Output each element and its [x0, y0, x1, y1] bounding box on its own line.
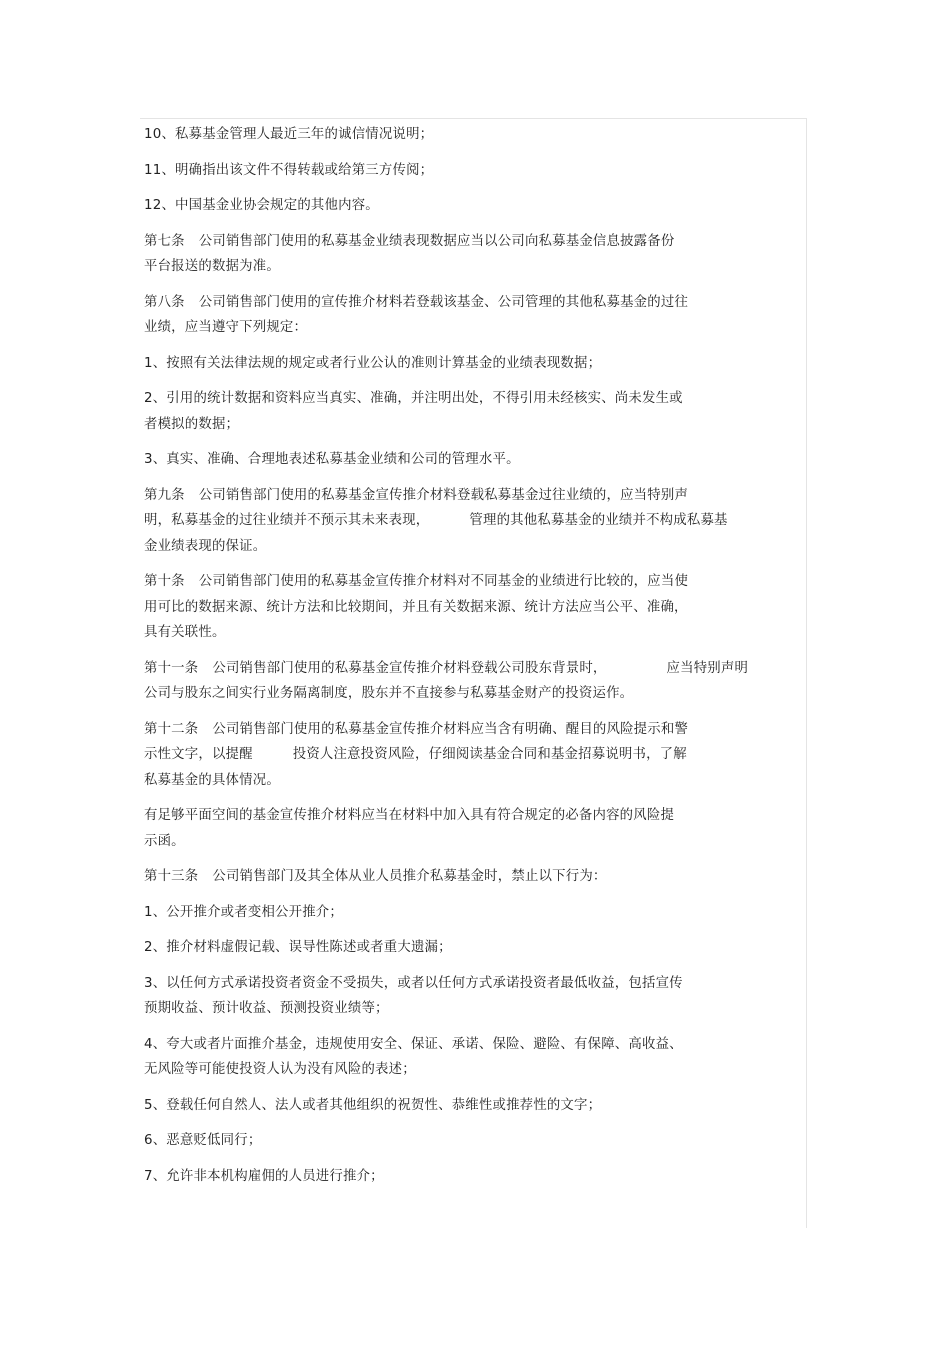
text-run: 公司与股东之间实行业务隔离制度，股东并不直接参与私募基金财产的投资运作。 — [144, 686, 634, 701]
text-line — [144, 483, 804, 509]
article-number: 第七条 — [144, 233, 185, 249]
text-line — [144, 290, 804, 316]
text-line — [144, 996, 804, 1022]
text-run: 投资人注意投资风险，仔细阅读基金合同和基金招募说明书，了解 — [292, 747, 687, 762]
text-line — [144, 620, 804, 646]
text-line — [144, 829, 804, 855]
text-line — [144, 1128, 804, 1154]
text-line — [144, 768, 804, 794]
page-frame-right-border — [806, 118, 807, 1228]
text-line — [144, 122, 804, 148]
article-8 — [144, 290, 804, 341]
list-item — [144, 193, 804, 219]
text-line — [144, 351, 804, 377]
article-number: 第十三条 — [144, 869, 199, 884]
article-number: 第九条 — [144, 487, 185, 503]
text-run: 公司销售部门使用的宣传推介材料若登载该基金、公司管理的其他私募基金的过往 — [198, 294, 689, 310]
text-run: 预期收益、预计收益、预测投资业绩等； — [144, 1001, 389, 1016]
text-run: 3、以任何方式承诺投资者资金不受损失，或者以任何方式承诺投资者最低收益，包括宣传 — [144, 975, 683, 991]
text-run: 2、推介材料虚假记载、误导性陈述或者重大遗漏； — [144, 940, 452, 955]
list-item — [144, 971, 804, 1022]
text-line — [144, 803, 804, 829]
text-run: 12、中国基金业协会规定的其他内容。 — [144, 198, 379, 213]
list-item — [144, 386, 804, 437]
page-frame-top-border — [140, 118, 807, 119]
text-run: 示性文字，以提醒 — [144, 747, 253, 762]
text-run: 7、允许非本机构雇佣的人员进行推介； — [144, 1168, 384, 1184]
list-item — [144, 122, 804, 148]
text-line — [144, 254, 804, 280]
text-line — [144, 229, 804, 255]
text-run: 管理的其他私募基金的业绩并不构成私募基 — [469, 513, 728, 528]
text-run: 10、私募基金管理人最近三年的诚信情况说明； — [144, 127, 434, 142]
text-line — [144, 900, 804, 926]
list-item — [144, 158, 804, 184]
text-line — [144, 1164, 804, 1190]
text-run: 11、明确指出该文件不得转载或给第三方传阅； — [144, 162, 434, 178]
text-run: 公司销售部门使用的私募基金宣传推介材料登载公司股东背景时， — [212, 660, 607, 676]
text-line — [144, 864, 804, 890]
text-run: 平台报送的数据为准。 — [144, 259, 280, 274]
text-run: 具有关联性。 — [144, 625, 226, 640]
text-run: 公司销售部门使用的私募基金宣传推介材料登载私募基金过往业绩的，应当特别声 — [198, 487, 689, 503]
text-run: 金业绩表现的保证。 — [144, 538, 267, 554]
text-line — [144, 656, 804, 682]
text-line — [144, 742, 804, 768]
text-line — [144, 681, 804, 707]
article-number: 第十条 — [144, 574, 185, 589]
list-item — [144, 900, 804, 926]
text-line — [144, 1057, 804, 1083]
text-line — [144, 412, 804, 438]
text-run: 3、真实、准确、合理地表述私募基金业绩和公司的管理水平。 — [144, 452, 520, 467]
text-line — [144, 447, 804, 473]
list-item — [144, 1164, 804, 1190]
text-run: 明，私募基金的过往业绩并不预示其未来表现， — [144, 513, 430, 528]
text-run: 公司销售部门使用的私募基金宣传推介材料对不同基金的业绩进行比较的，应当使 — [198, 574, 689, 589]
text-run: 私募基金的具体情况。 — [144, 772, 280, 788]
text-run: 公司销售部门使用的私募基金宣传推介材料应当含有明确、醒目的风险提示和警 — [212, 721, 689, 737]
text-line — [144, 193, 804, 219]
document-body — [144, 122, 804, 1199]
text-run: 示函。 — [144, 833, 185, 849]
text-line — [144, 158, 804, 184]
text-run: 无风险等可能使投资人认为没有风险的表述； — [144, 1062, 416, 1077]
text-run: 5、登载任何自然人、法人或者其他组织的祝贺性、恭维性或推荐性的文字； — [144, 1097, 602, 1113]
text-line — [144, 569, 804, 595]
text-line — [144, 534, 804, 560]
text-run: 6、恶意贬低同行； — [144, 1133, 262, 1148]
text-run: 1、按照有关法律法规的规定或者行业公认的准则计算基金的业绩表现数据； — [144, 355, 602, 371]
list-item — [144, 351, 804, 377]
text-line — [144, 315, 804, 341]
text-line — [144, 595, 804, 621]
text-line — [144, 1093, 804, 1119]
list-item — [144, 1032, 804, 1083]
text-line — [144, 386, 804, 412]
text-run: 公司销售部门及其全体从业人员推介私募基金时，禁止以下行为： — [212, 869, 607, 884]
text-line — [144, 1032, 804, 1058]
text-line — [144, 717, 804, 743]
list-item — [144, 1128, 804, 1154]
list-item — [144, 447, 804, 473]
article-9 — [144, 483, 804, 560]
text-line — [144, 508, 804, 534]
text-line — [144, 971, 804, 997]
text-run: 1、公开推介或者变相公开推介； — [144, 904, 343, 920]
text-run: 业绩，应当遵守下列规定： — [144, 320, 308, 335]
text-run: 公司销售部门使用的私募基金业绩表现数据应当以公司向私募基金信息披露备份 — [198, 233, 675, 249]
paragraph — [144, 803, 804, 854]
text-run: 应当特别声明 — [666, 660, 749, 676]
text-run: 4、夸大或者片面推介基金，违规使用安全、保证、承诺、保险、避险、有保障、高收益、 — [144, 1036, 683, 1052]
text-run: 者模拟的数据； — [144, 416, 240, 432]
article-7 — [144, 229, 804, 280]
article-number: 第八条 — [144, 294, 185, 310]
article-number: 第十一条 — [144, 660, 199, 676]
article-11 — [144, 656, 804, 707]
text-run: 用可比的数据来源、统计方法和比较期间，并且有关数据来源、统计方法应当公平、准确， — [144, 599, 688, 615]
article-10 — [144, 569, 804, 646]
article-number: 第十二条 — [144, 721, 199, 737]
list-item — [144, 1093, 804, 1119]
text-line — [144, 935, 804, 961]
text-run: 有足够平面空间的基金宣传推介材料应当在材料中加入具有符合规定的必备内容的风险提 — [144, 808, 675, 823]
article-13 — [144, 864, 804, 890]
text-run: 2、引用的统计数据和资料应当真实、准确，并注明出处，不得引用未经核实、尚未发生或 — [144, 391, 683, 406]
list-item — [144, 935, 804, 961]
article-12 — [144, 717, 804, 794]
